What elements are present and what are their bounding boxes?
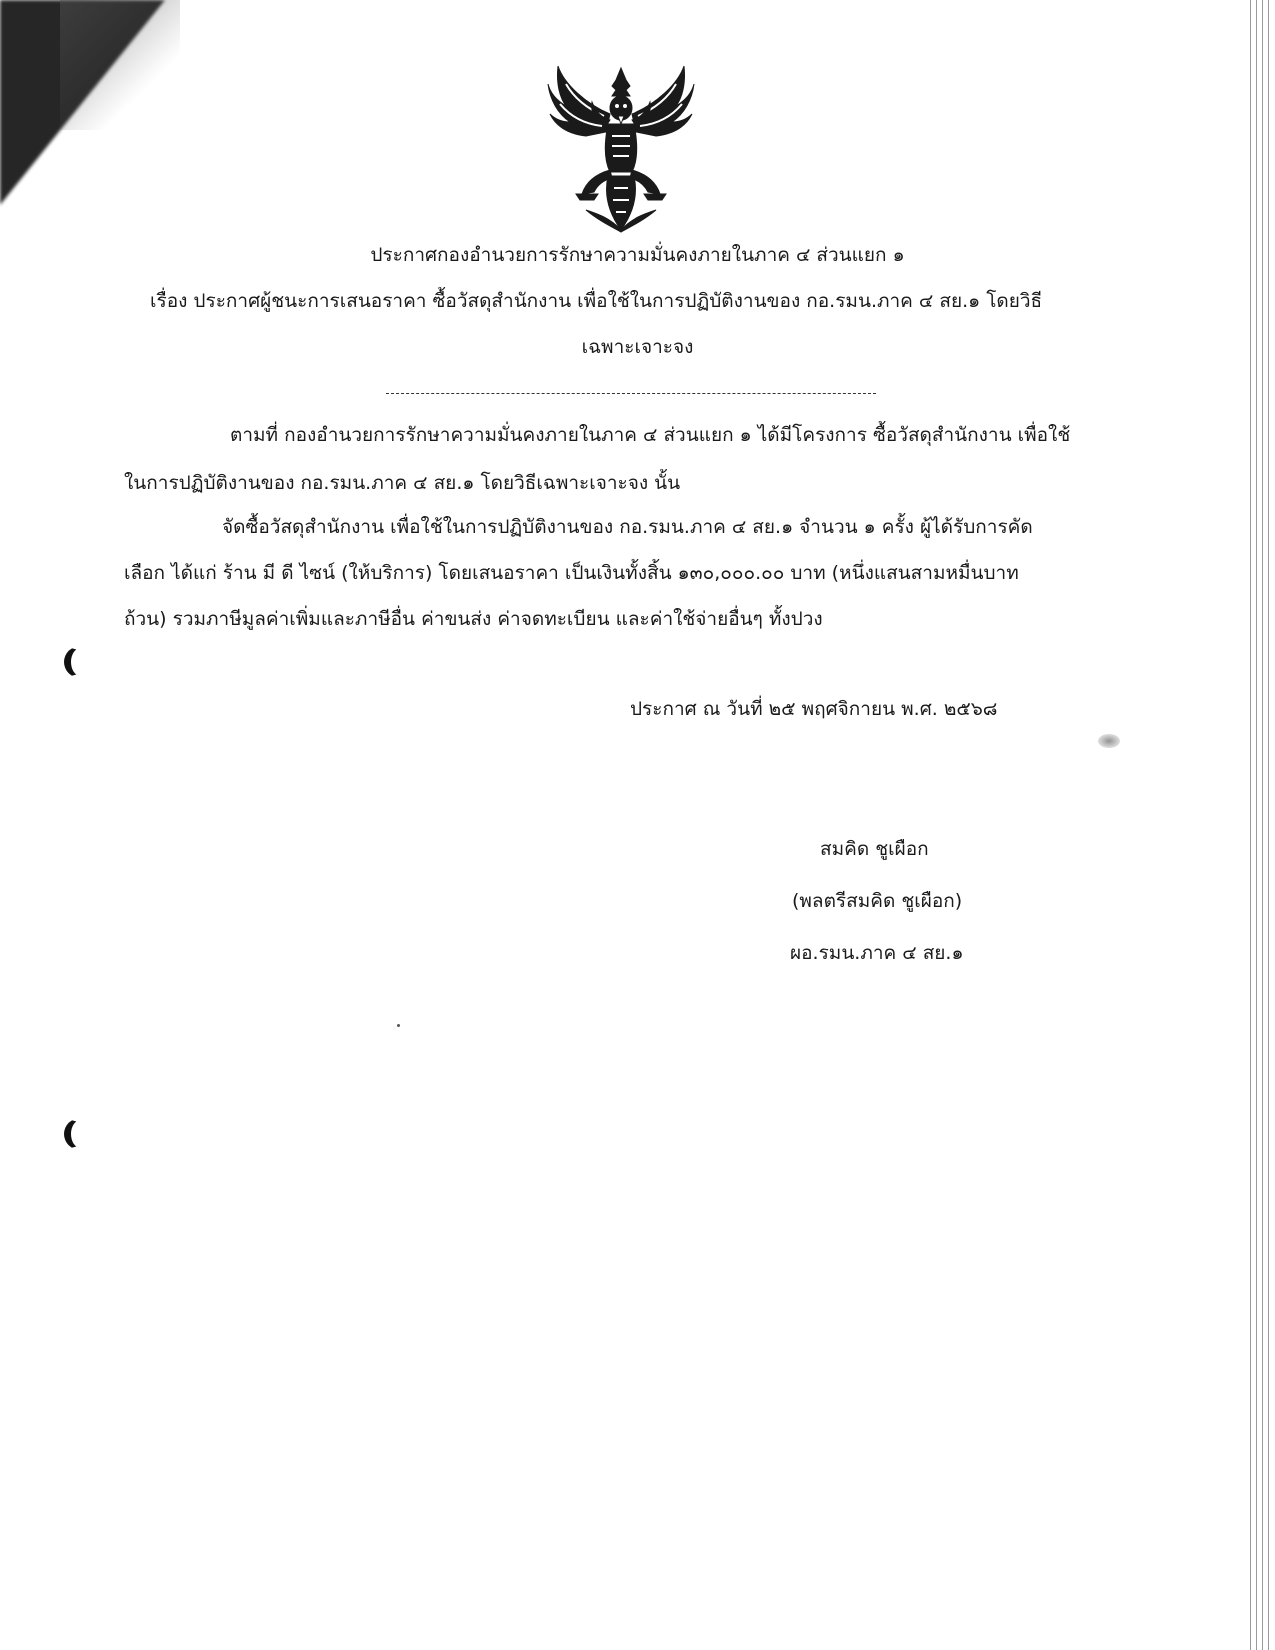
announcement-date: ประกาศ ณ วันที่ ๒๕ พฤศจิกายน พ.ศ. ๒๕๖๘	[630, 698, 998, 720]
paragraph-2-line-3: ถ้วน) รวมภาษีมูลค่าเพิ่มและภาษีอื่น ค่าขนส่ง ค่าจดทะเบียน และค่าใช้จ่ายอื่นๆ ทั้งปวง	[124, 608, 823, 630]
signatory-position: ผอ.รมน.ภาค ๔ สย.๑	[790, 942, 964, 964]
title-divider	[386, 393, 876, 394]
subject-line-1: เรื่อง ประกาศผู้ชนะการเสนอราคา ซื้อวัสดุสำนักงาน เพื่อใช้ในการปฏิบัติงานของ กอ.รมน.ภาค ๔ สย.๑ โดยวิธี	[150, 290, 1043, 312]
paragraph-1-line-2: ในการปฏิบัติงานของ กอ.รมน.ภาค ๔ สย.๑ โดยวิธีเฉพาะเจาะจง นั้น	[124, 472, 681, 494]
scan-shadow-fade	[60, 0, 180, 130]
paragraph-2-line-1: จัดซื้อวัสดุสำนักงาน เพื่อใช้ในการปฏิบัติงานของ กอ.รมน.ภาค ๔ สย.๑ จำนวน ๑ ครั้ง ผู้ได้รับการคัด	[222, 516, 1033, 538]
paragraph-1-line-1: ตามที่ กองอำนวยการรักษาความมั่นคงภายในภาค ๔ ส่วนแยก ๑ ได้มีโครงการ ซื้อวัสดุสำนักงาน เพื่อใช้	[230, 424, 1071, 446]
scan-smudge	[1098, 734, 1120, 748]
scan-speck	[397, 1024, 400, 1027]
paragraph-2-line-2: เลือก ได้แก่ ร้าน มี ดี ไซน์ (ให้บริการ) โดยเสนอราคา เป็นเงินทั้งสิ้น ๑๓๐,๐๐๐.๐๐ บาท (หนึ่งแสนสามหมื่นบาท	[124, 562, 1019, 584]
punch-hole-mark-top	[64, 646, 97, 678]
signatory-full-name: (พลตรีสมคิด ชูเผือก)	[792, 890, 963, 912]
signature-name: สมคิด ชูเผือก	[820, 838, 929, 860]
punch-hole-mark-bottom	[64, 1118, 97, 1150]
subject-line-2: เฉพาะเจาะจง	[581, 336, 694, 358]
announcement-title: ประกาศกองอำนวยการรักษาความมั่นคงภายในภาค ๔ ส่วนแยก ๑	[370, 244, 905, 266]
garuda-emblem-icon	[546, 64, 696, 234]
